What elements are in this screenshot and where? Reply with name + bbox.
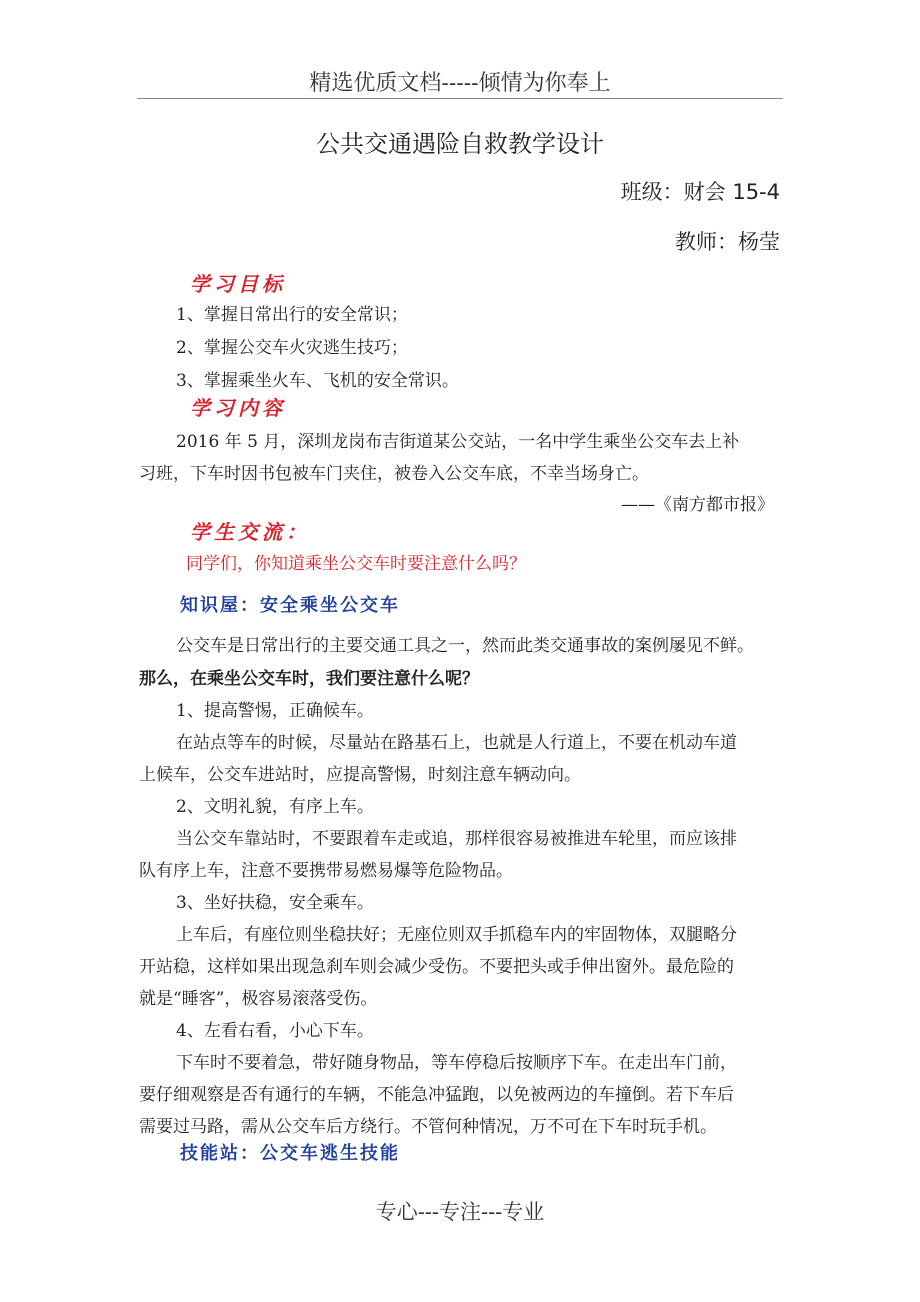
goal-item: 3、掌握乘坐火车、飞机的安全常识。	[176, 371, 459, 391]
page-header: 精选优质文档-----倾情为你奉上	[309, 71, 611, 96]
point-line: 开站稳，这样如果出现急刹车则会减少受伤。不要把头或手伸出窗外。最危险的	[139, 957, 734, 977]
point-line: 在站点等车的时候，尽量站在路基石上，也就是人行道上，不要在机动车道	[176, 733, 737, 753]
goal-item: 1、掌握日常出行的安全常识；	[176, 305, 408, 325]
goals-heading: 学习目标	[190, 272, 286, 296]
exchange-question: 同学们，你知道乘坐公交车时要注意什么吗？	[186, 554, 526, 574]
point-line: 当公交车靠站时，不要跟着车走或追，那样很容易被推进车轮里，而应该排	[176, 829, 737, 849]
point-line: 队有序上车，注意不要携带易燃易爆等危险物品。	[139, 861, 513, 881]
point-line: 要仔细观察是否有通行的车辆，不能急冲猛跑，以免被两边的车撞倒。若下车后	[139, 1085, 734, 1105]
point-line: 下车时不要着急，带好随身物品，等车停稳后按顺序下车。在走出车门前，	[176, 1053, 737, 1073]
point-line: 就是“睡客”，极容易滚落受伤。	[139, 989, 378, 1009]
skills-heading: 技能站：公交车逃生技能	[180, 1143, 400, 1164]
point-line: 需要过马路，需从公交车后方绕行。不管何种情况，万不可在下车时玩手机。	[139, 1117, 717, 1137]
content-heading: 学习内容	[190, 396, 286, 420]
point-title: 4、左看右看，小心下车。	[176, 1021, 374, 1041]
point-title: 3、坐好扶稳，安全乘车。	[176, 893, 374, 913]
content-paragraph-line: 2016 年 5 月，深圳龙岗布吉街道某公交站，一名中学生乘坐公交车去上补	[176, 432, 740, 452]
header-divider	[137, 98, 783, 99]
document-title: 公共交通遇险自救教学设计	[316, 130, 604, 158]
knowledge-intro: 公交车是日常出行的主要交通工具之一，然而此类交通事故的案例屡见不鲜。	[176, 636, 754, 656]
point-title: 2、文明礼貌，有序上车。	[176, 797, 374, 817]
exchange-heading: 学生交流：	[190, 520, 310, 544]
knowledge-heading: 知识屋：安全乘坐公交车	[180, 595, 400, 616]
teacher-line: 教师：杨莹	[675, 230, 780, 254]
point-line: 上车后，有座位则坐稳扶好；无座位则双手抓稳车内的牢固物体，双腿略分	[176, 925, 737, 945]
page-footer: 专心---专注---专业	[375, 1200, 545, 1224]
content-paragraph-line: 习班，下车时因书包被车门夹住，被卷入公交车底，不幸当场身亡。	[139, 464, 649, 484]
knowledge-question: 那么，在乘坐公交车时，我们要注意什么呢？	[139, 669, 479, 689]
point-line: 上候车，公交车进站时，应提高警惕，时刻注意车辆动向。	[139, 765, 581, 785]
content-source: ——《南方都市报》	[621, 495, 774, 515]
point-title: 1、提高警惕，正确候车。	[176, 701, 374, 721]
goal-item: 2、掌握公交车火灾逃生技巧；	[176, 338, 408, 358]
class-line: 班级：财会 15-4	[620, 180, 780, 204]
